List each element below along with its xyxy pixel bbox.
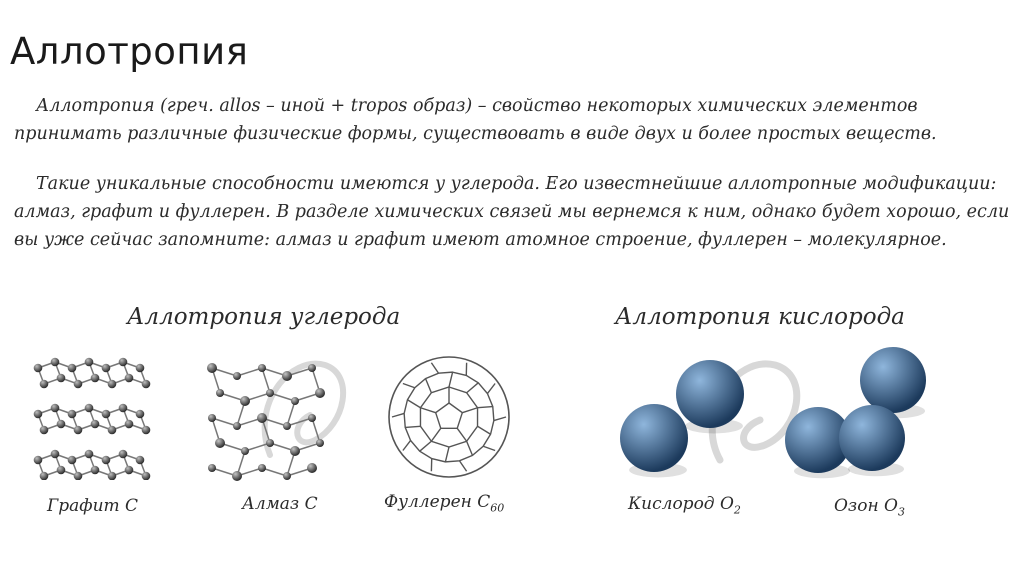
diamond-atom (308, 414, 316, 422)
ozone-atom-right (839, 405, 905, 471)
fullerene-bond (457, 428, 466, 441)
fullerene-bond (494, 417, 506, 421)
graphite-atom (102, 410, 111, 419)
fullerene-structure-image (384, 352, 514, 482)
graphite-atom (136, 364, 145, 373)
graphite-atom (57, 466, 66, 475)
carbon-allotropy-title: Аллотропия углерода (127, 304, 401, 330)
graphite-atom (74, 426, 83, 435)
diamond-atom (283, 472, 291, 480)
diamond-atom (216, 389, 224, 397)
fullerene-bond (467, 441, 473, 455)
graphite-atom (85, 404, 94, 413)
graphite-atom (91, 466, 100, 475)
graphite-atom (136, 410, 145, 419)
ozone-label (834, 496, 905, 518)
oxygen-atom-left (620, 404, 688, 472)
diamond-atom (257, 413, 267, 423)
fullerene-bond (478, 426, 491, 434)
graphite-atom (74, 380, 83, 389)
fullerene-bond (462, 408, 477, 413)
graphite-atom (102, 456, 111, 465)
fullerene-bond (445, 447, 449, 462)
fullerene-bond (487, 383, 495, 393)
diamond-atom (258, 364, 266, 372)
oxygen-atom-right (676, 360, 744, 428)
diamond-structure-image (200, 358, 330, 486)
diamond-atom (258, 464, 266, 472)
fullerene-outline (389, 357, 509, 477)
slide-title: Аллотропия (10, 30, 249, 73)
graphite-atom (68, 410, 77, 419)
fullerene-bond (405, 426, 420, 427)
graphite-atom (91, 420, 100, 429)
graphite-atom (119, 450, 128, 459)
diamond-atom (207, 363, 217, 373)
oxygen-label-text: Кислород O (628, 494, 734, 514)
oxygen-molecule-image (610, 350, 760, 480)
graphite-label: Графит C (47, 496, 139, 516)
graphite-atom (51, 358, 60, 367)
graphite-atom (125, 466, 134, 475)
fullerene-bond (449, 372, 453, 387)
diamond-atom (241, 447, 249, 455)
diamond-atom (290, 446, 300, 456)
diamond-label: Алмаз C (242, 494, 318, 514)
graphite-atom (34, 410, 43, 419)
diamond-atom (316, 439, 324, 447)
diamond-atom (308, 364, 316, 372)
ozone-subscript: 3 (897, 505, 905, 519)
fullerene-bond (392, 413, 404, 417)
ozone-label-text: Озон O (834, 496, 898, 516)
diamond-atom (232, 471, 242, 481)
diamond-atom (233, 372, 241, 380)
graphite-atom (119, 358, 128, 367)
graphite-atom (108, 472, 117, 480)
diamond-atom (282, 371, 292, 381)
fullerene-bond (431, 428, 440, 441)
diamond-atom (307, 463, 317, 473)
graphite-atom (142, 426, 151, 435)
fullerene-bond (420, 408, 435, 413)
graphite-atom (40, 426, 49, 435)
oxygen-label (628, 494, 741, 516)
graphite-atom (85, 450, 94, 459)
diamond-atom (266, 389, 274, 397)
graphite-atom (125, 374, 134, 383)
fullerene-ring (436, 403, 463, 428)
graphite-atom (40, 380, 49, 389)
fullerene-label (384, 492, 504, 514)
graphite-atom (74, 472, 83, 480)
graphite-atom (85, 358, 94, 367)
diamond-atom (315, 388, 325, 398)
oxygen-subscript: 2 (733, 503, 741, 517)
graphite-atom (40, 472, 49, 480)
fullerene-bond (483, 446, 495, 450)
graphite-atom (119, 404, 128, 413)
ozone-molecule-image (780, 338, 930, 488)
fullerene-bond (478, 407, 493, 408)
diamond-atom (291, 397, 299, 405)
graphite-atom (102, 364, 111, 373)
fullerene-bond (467, 383, 479, 393)
graphite-atom (57, 374, 66, 383)
diamond-atom (283, 422, 291, 430)
graphite-atom (51, 450, 60, 459)
graphite-atom (68, 364, 77, 373)
diamond-atom (215, 438, 225, 448)
fullerene-label-text: Фуллерен C (384, 492, 491, 512)
fullerene-bond (459, 461, 466, 471)
graphite-atom (51, 404, 60, 413)
graphite-atom (68, 456, 77, 465)
graphite-atom (125, 420, 134, 429)
graphite-structure-image (30, 348, 160, 480)
definition-text: Аллотропия (греч. allos – иной + tropos образ) – свойство некоторых химических элементов принимать различные физические формы, существовать в виде двух и более простых веществ. (14, 96, 937, 144)
definition-paragraph (14, 92, 1014, 148)
diamond-atom (233, 422, 241, 430)
fullerene-bond (431, 363, 438, 373)
graphite-atom (34, 456, 43, 465)
graphite-atom (91, 374, 100, 383)
graphite-atom (142, 472, 151, 480)
carbon-paragraph (14, 170, 1014, 254)
graphite-atom (142, 380, 151, 389)
diamond-atom (208, 414, 216, 422)
diamond-atom (208, 464, 216, 472)
fullerene-bond (403, 440, 411, 450)
fullerene-bond (403, 383, 415, 387)
graphite-atom (34, 364, 43, 373)
carbon-text: Такие уникальные способности имеются у углерода. Его известнейшие аллотропные модификации: алмаз, графит и фуллерен. В разделе химических связей мы вернемся к ним, однако будет хорошо, если вы уже сейчас запомните: алмаз и графит имеют атомное строение, фуллерен – молекулярное. (14, 174, 1010, 250)
fullerene-bond (407, 400, 420, 408)
diamond-atom (240, 396, 250, 406)
diamond-atom (266, 439, 274, 447)
oxygen-allotropy-title: Аллотропия кислорода (615, 304, 905, 330)
ozone-atom-top (860, 347, 926, 413)
graphite-atom (136, 456, 145, 465)
graphite-atom (108, 380, 117, 389)
fullerene-bond (420, 441, 432, 451)
graphite-atom (108, 426, 117, 435)
fullerene-subscript: 60 (490, 501, 505, 515)
graphite-atom (57, 420, 66, 429)
fullerene-bond (426, 379, 432, 393)
